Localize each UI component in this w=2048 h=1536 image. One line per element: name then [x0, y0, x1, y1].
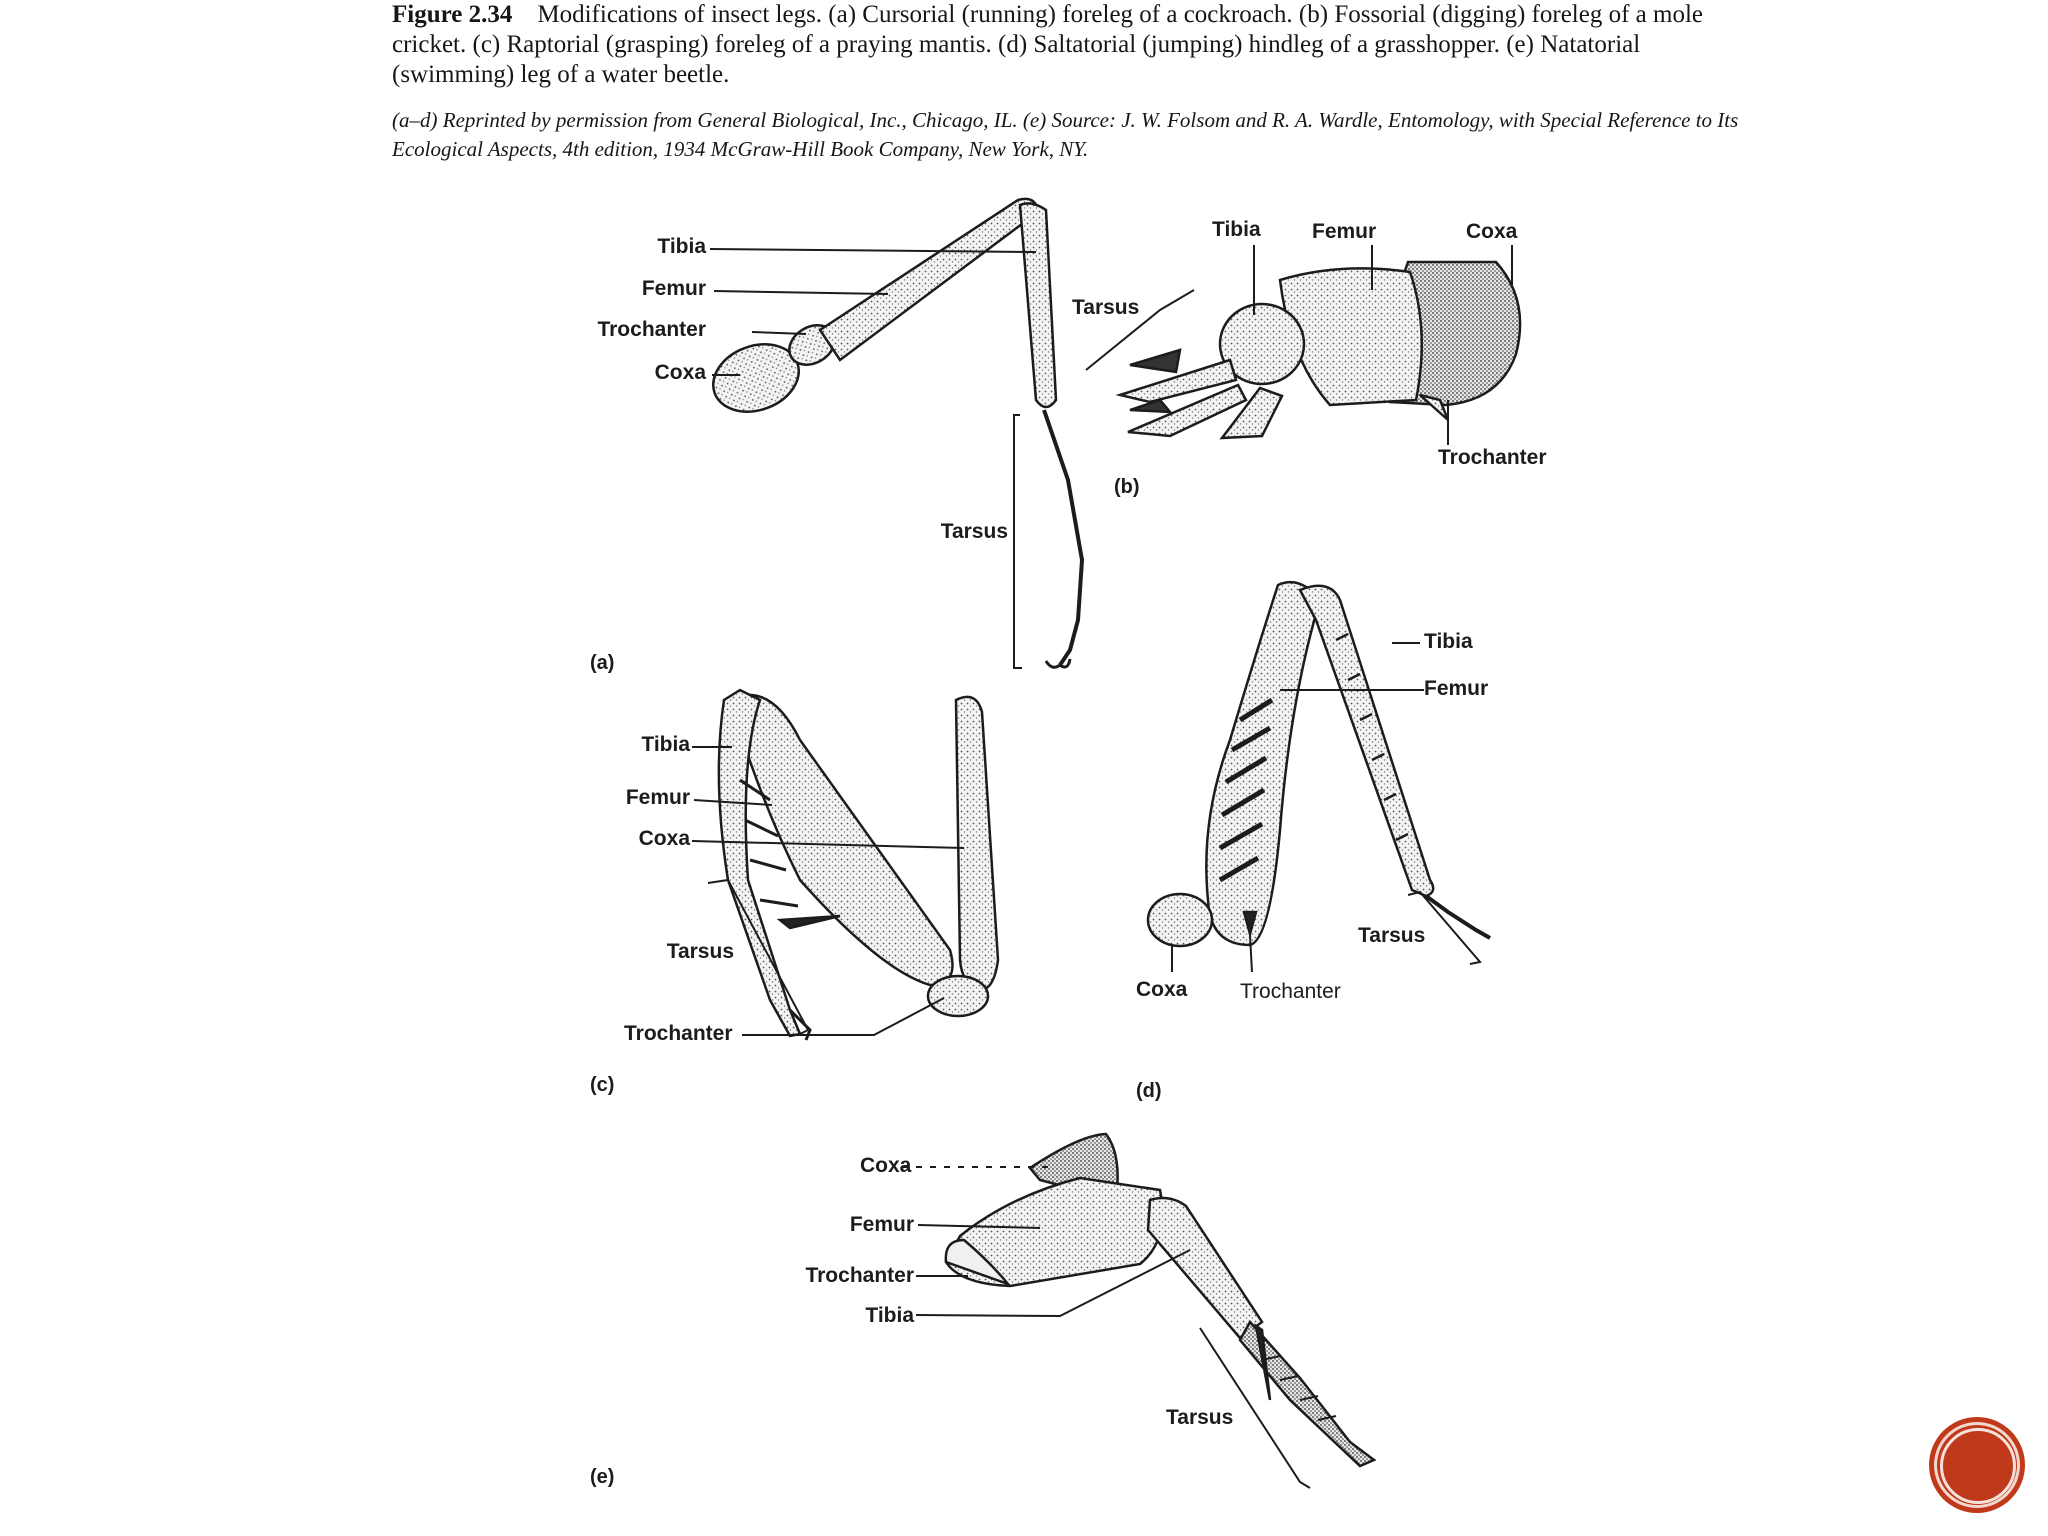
- panel-a-drawing: [704, 199, 1082, 667]
- panel-b-letter: (b): [1114, 476, 1140, 498]
- panel-d-tibia-shape: [1300, 586, 1433, 896]
- panel-e-label-trochanter: Trochanter: [805, 1264, 914, 1287]
- panel-a-label-coxa: Coxa: [654, 361, 706, 384]
- panel-d-letter: (d): [1136, 1080, 1162, 1102]
- panel-e-letter: (e): [590, 1466, 615, 1488]
- figure-credit: (a–d) Reprinted by permission from General Biological, Inc., Chicago, IL. (e) Source: J. W. Folsom and R. A. Wardle, Entomology, with Special Reference to Its Ecological Aspects, 4th edition, 1934 McGraw-Hill Book Company, New York, NY.: [392, 108, 1739, 161]
- panel-a-tarsus-shape: [1044, 410, 1082, 665]
- panel-c-label-tibia: Tibia: [641, 733, 690, 756]
- panel-e-label-tarsus: Tarsus: [1166, 1406, 1234, 1429]
- panel-a-label-tarsus: Tarsus: [940, 520, 1008, 543]
- circle-next-icon-ring: [1940, 1428, 2016, 1504]
- panel-e-tibia-shape: [1148, 1198, 1262, 1338]
- panel-d-femur-shape: [1206, 582, 1320, 945]
- panel-d-label-coxa: Coxa: [1136, 978, 1188, 1001]
- panel-d-label-tibia: Tibia: [1424, 630, 1473, 653]
- figure-label: Figure 2.34: [392, 1, 513, 28]
- panel-e-label-tibia: Tibia: [865, 1304, 914, 1327]
- panel-b-label-tibia: Tibia: [1212, 218, 1261, 241]
- panel-e-label-femur: Femur: [849, 1213, 914, 1236]
- panel-b-drawing: [1120, 262, 1520, 438]
- panel-b-label-trochanter: Trochanter: [1438, 446, 1547, 469]
- panel-a-label-trochanter: Trochanter: [597, 318, 706, 341]
- panel-d-label-femur: Femur: [1424, 677, 1489, 700]
- panel-c-label-tarsus: Tarsus: [666, 940, 734, 963]
- panel-c-label-trochanter: Trochanter: [624, 1022, 733, 1045]
- panel-d-label-trochanter: Trochanter: [1240, 980, 1341, 1003]
- panel-e-label-coxa: Coxa: [860, 1154, 912, 1177]
- figure-caption-text: Modifications of insect legs. (a) Cursorial (running) foreleg of a cockroach. (b) Fossorial (digging) foreleg of a mole cricket. (c) Raptorial (grasping) foreleg of a praying mantis. (d) Saltatorial (jumping) hindleg of a grasshopper. (e) Natatorial (swimming) leg of a water beetle.: [392, 1, 1703, 88]
- panel-c-label-femur: Femur: [625, 786, 690, 809]
- panel-c-letter: (c): [590, 1074, 615, 1096]
- panel-b-label-coxa: Coxa: [1466, 220, 1518, 243]
- panel-b-label-femur: Femur: [1312, 220, 1377, 243]
- panel-a-label-tibia: Tibia: [657, 235, 706, 258]
- panel-a-femur-shape: [820, 199, 1038, 360]
- circle-next-icon[interactable]: [1934, 1422, 2020, 1508]
- panel-d-tarsus-shape: [1426, 896, 1490, 938]
- panel-a-letter: (a): [590, 652, 615, 674]
- panel-b-label-tarsus: Tarsus: [1072, 296, 1140, 319]
- panel-a-tibia-shape: [1020, 203, 1056, 407]
- panel-c-coxa-shape: [956, 697, 998, 990]
- panel-d-label-tarsus: Tarsus: [1358, 924, 1426, 947]
- panel-c-label-coxa: Coxa: [638, 827, 690, 850]
- panel-c-drawing: [719, 690, 998, 1040]
- panel-e-drawing: [946, 1134, 1374, 1466]
- panel-a-label-femur: Femur: [641, 277, 706, 300]
- panel-d-coxa-shape: [1148, 894, 1212, 946]
